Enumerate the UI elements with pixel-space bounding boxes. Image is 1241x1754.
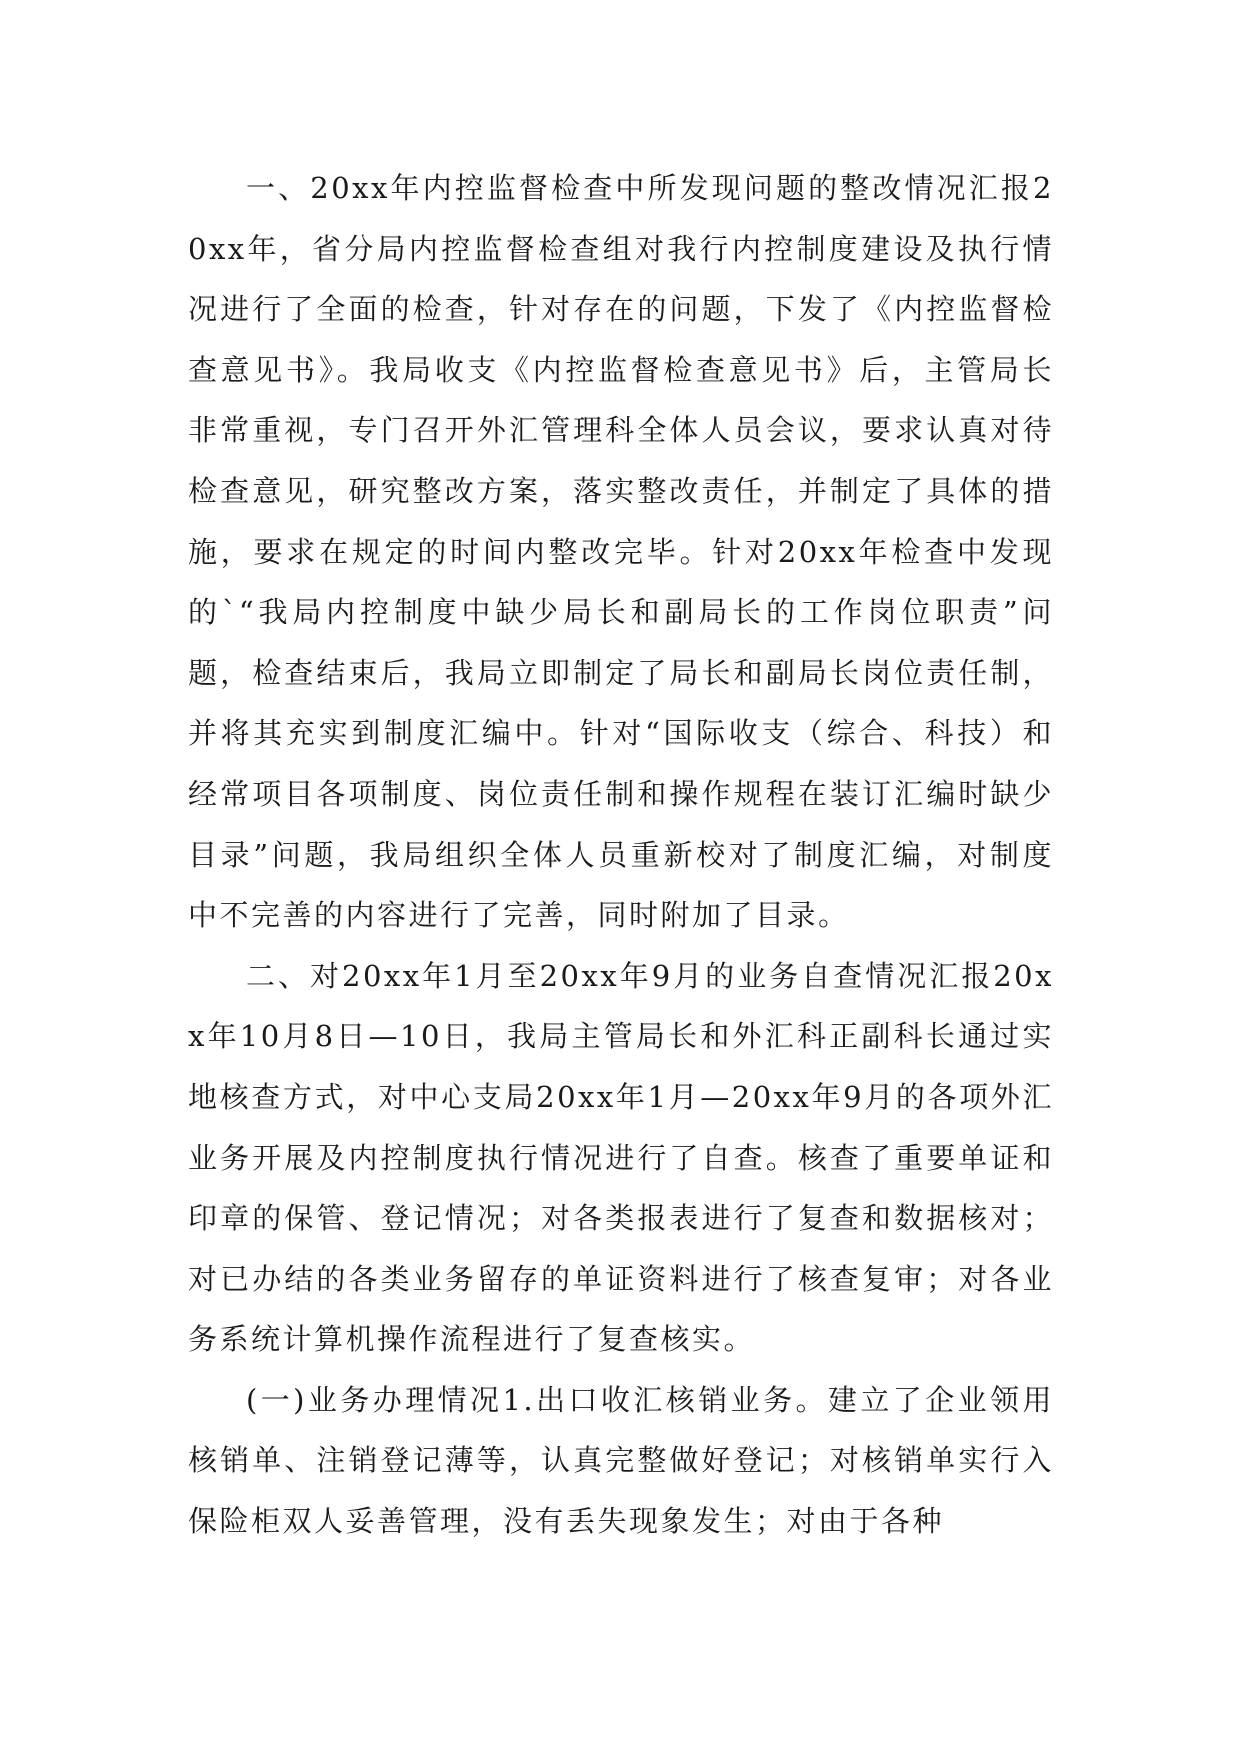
document-body <box>188 158 1054 1552</box>
paragraph-business-self-inspection: 二、对20xx年1月至20xx年9月的业务自查情况汇报20xx年10月8日—10日，我局主管局长和外汇科正副科长通过实地核查方式，对中心支局20xx年1月—20xx年9月的各项外汇业务开展及内控制度执行情况进行了自查。核查了重要单证和印章的保管、登记情况；对各类报表进行了复查和数据核对；对已办结的各类业务留存的单证资料进行了核查复审；对各业务系统计算机操作流程进行了复查核实。 <box>188 958 1055 1357</box>
paragraph-internal-control-rectification: 一、20xx年内控监督检查中所发现问题的整改情况汇报20xx年，省分局内控监督检查组对我行内控制度建设及执行情况进行了全面的检查，针对存在的问题，下发了《内控监督检查意见书》。我局收支《内控监督检查意见书》后，主管局长非常重视，专门召开外汇管理科全体人员会议，要求认真对待检查意见，研究整改方案，落实整改责任，并制定了具体的措施，要求在规定的时间内整改完毕。针对20xx年检查中发现的`“我局内控制度中缺少局长和副局长的工作岗位职责”问题，检查结束后，我局立即制定了局长和副局长岗位责任制，并将其充实到制度汇编中。针对“国际收支（综合、科技）和经常项目各项制度、岗位责任制和操作规程在装订汇编时缺少目录”问题，我局组织全体人员重新校对了制度汇编，对制度中不完善的内容进行了完善，同时附加了目录。 <box>188 171 1054 933</box>
paragraph-business-handling: (一)业务办理情况1.出口收汇核销业务。建立了企业领用核销单、注销登记薄等，认真完整做好登记；对核销单实行入保险柜双人妥善管理，没有丢失现象发生；对由于各种 <box>188 1382 1054 1539</box>
